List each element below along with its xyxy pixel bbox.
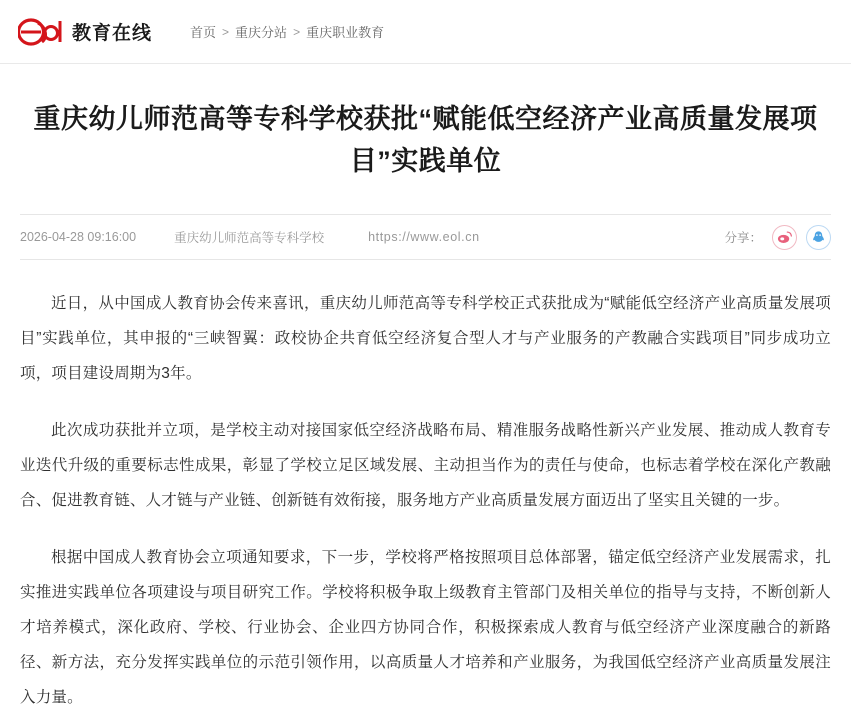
brand-name: 教育在线: [72, 23, 153, 44]
share-label: 分享：: [724, 231, 762, 245]
breadcrumb: [190, 22, 384, 41]
breadcrumb-separator-2: >: [293, 24, 301, 39]
article-meta-bar: [20, 214, 831, 260]
page-title: 重庆幼儿师范高等专科学校获批“赋能低空经济产业高质量发展项目”实践单位: [33, 104, 818, 176]
breadcrumb-vocational[interactable]: 重庆职业教育: [306, 25, 385, 40]
brand[interactable]: [18, 17, 152, 47]
article-paragraph: 近日，从中国成人教育协会传来喜讯，重庆幼儿师范高等专科学校正式获批成为“赋能低空经济产业高质量发展项目”实践单位，其申报的“三峡智翼：政校协企共育低空经济复合型人才与产业服务的产教融合实践项目”同步成功立项，项目建设周期为3年。: [20, 295, 831, 382]
publish-source: 重庆幼儿师范高等专科学校: [174, 231, 325, 245]
weibo-share-icon[interactable]: [772, 225, 797, 250]
eol-logo-icon: [18, 17, 64, 47]
article-paragraph: 此次成功获批并立项，是学校主动对接国家低空经济战略布局、精准服务战略性新兴产业发展、推动成人教育专业迭代升级的重要标志性成果，彰显了学校立足区域发展、主动担当作为的责任与使命，也标志着学校在深化产教融合、促进教育链、人才链与产业链、创新链有效衔接，服务地方产业高质量发展方面迈出了坚实且关键的一步。: [20, 422, 831, 509]
breadcrumb-separator-1: >: [222, 24, 230, 39]
article-body: [20, 286, 831, 715]
publish-url: https://www.eol.cn: [368, 230, 480, 244]
article-paragraph: 根据中国成人教育协会立项通知要求，下一步，学校将严格按照项目总体部署，锚定低空经济产业发展需求，扎实推进实践单位各项建设与项目研究工作。学校将积极争取上级教育主管部门及相关单位的指导与支持，不断创新人才培养模式，深化政府、学校、行业协会、企业四方协同合作，积极探索成人教育与低空经济产业深度融合的新路径、新方法，充分发挥实践单位的示范引领作用，以高质量人才培养和产业服务，为我国低空经济产业高质量发展注入力量。: [20, 549, 831, 706]
breadcrumb-chongqing[interactable]: 重庆分站: [235, 25, 288, 40]
site-header: [0, 0, 851, 64]
publish-date: 2026-04-28 09:16:00: [20, 230, 137, 244]
qq-share-icon[interactable]: [806, 225, 831, 250]
breadcrumb-home[interactable]: 首页: [190, 25, 217, 40]
share-icon-group: [772, 225, 831, 250]
